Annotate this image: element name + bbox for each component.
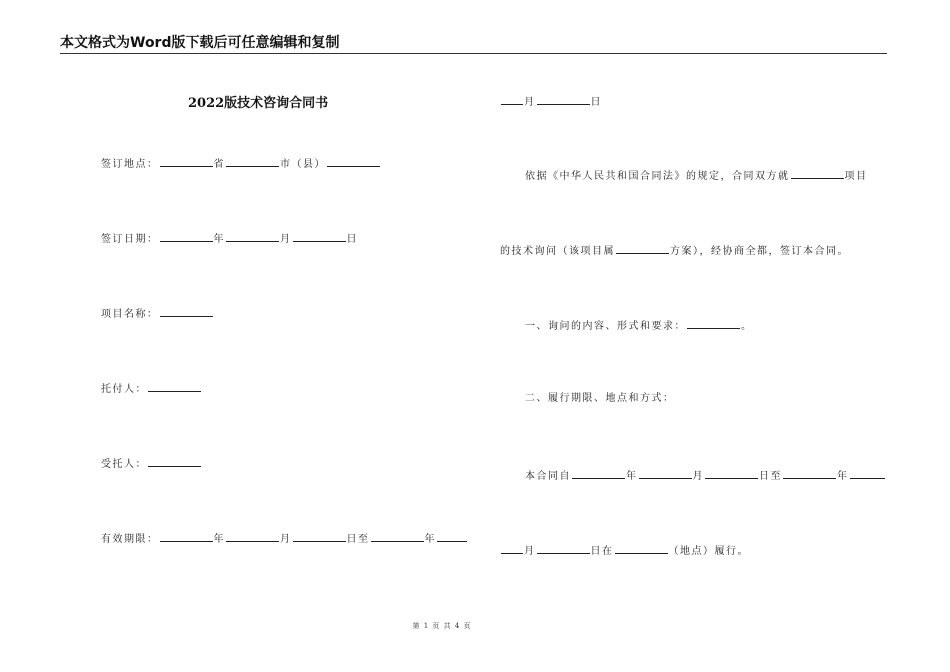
blank-field[interactable] bbox=[160, 530, 213, 542]
month-text: 月 bbox=[280, 234, 292, 245]
right-line-2 bbox=[525, 167, 868, 184]
year-text: 年 bbox=[626, 471, 638, 482]
blank-field[interactable] bbox=[327, 155, 380, 167]
right-line-6 bbox=[525, 467, 886, 484]
right-line-4 bbox=[525, 317, 753, 334]
blank-field[interactable] bbox=[537, 93, 590, 105]
right-line-7 bbox=[500, 542, 749, 559]
right-line-5 bbox=[525, 392, 675, 406]
trustee-line bbox=[101, 455, 202, 472]
blank-field[interactable] bbox=[160, 305, 213, 317]
contract-from-text: 本合同自 bbox=[525, 471, 571, 482]
sign-place-line bbox=[101, 155, 381, 172]
blank-field[interactable] bbox=[226, 530, 279, 542]
year-text: 年 bbox=[213, 234, 225, 245]
city-text: 市（县） bbox=[280, 159, 326, 170]
page-header bbox=[60, 35, 887, 54]
sign-date-label: 签订日期： bbox=[101, 234, 159, 245]
blank-field[interactable] bbox=[437, 530, 467, 542]
year-text: 年 bbox=[424, 534, 436, 545]
month-text: 月 bbox=[524, 546, 536, 557]
blank-field[interactable] bbox=[615, 542, 668, 554]
blank-field[interactable] bbox=[501, 93, 523, 105]
blank-field[interactable] bbox=[371, 530, 424, 542]
blank-field[interactable] bbox=[705, 467, 758, 479]
period-mark: 。 bbox=[741, 321, 753, 332]
blank-field[interactable] bbox=[160, 230, 213, 242]
blank-field[interactable] bbox=[791, 167, 844, 179]
blank-field[interactable] bbox=[537, 542, 590, 554]
project-name-line bbox=[101, 305, 214, 322]
year-text: 年 bbox=[213, 534, 225, 545]
month-text: 月 bbox=[692, 471, 704, 482]
blank-field[interactable] bbox=[226, 155, 279, 167]
day-text: 日 bbox=[346, 234, 358, 245]
sign-place-label: 签订地点： bbox=[101, 159, 159, 170]
blank-field[interactable] bbox=[783, 467, 836, 479]
day-to-text: 日至 bbox=[346, 534, 370, 545]
day-text: 日 bbox=[590, 97, 602, 108]
right-line-3 bbox=[500, 242, 849, 259]
trustee-label: 受托人： bbox=[101, 459, 147, 470]
blank-field[interactable] bbox=[639, 467, 692, 479]
agreement-text: 方案），经协商全都，签订本合同。 bbox=[670, 246, 849, 257]
sign-date-line bbox=[101, 230, 358, 247]
right-line-1 bbox=[500, 93, 602, 110]
section-one-heading: 一、询问的内容、形式和要求： bbox=[525, 321, 686, 332]
section-two-heading: 二、履行期限、地点和方式： bbox=[525, 393, 675, 404]
year-text: 年 bbox=[837, 471, 849, 482]
blank-field[interactable] bbox=[501, 542, 523, 554]
blank-field[interactable] bbox=[160, 155, 213, 167]
month-text: 月 bbox=[280, 534, 292, 545]
month-text: 月 bbox=[524, 97, 536, 108]
header-text: 本文格式为Word版下载后可任意编辑和复制 bbox=[60, 35, 340, 51]
page-number: 第 1 页 共 4 页 bbox=[412, 622, 472, 630]
blank-field[interactable] bbox=[293, 530, 346, 542]
blank-field[interactable] bbox=[687, 317, 740, 329]
contract-basis-text: 依据《中华人民共和国合同法》的规定，合同双方就 bbox=[525, 171, 790, 182]
day-at-text: 日在 bbox=[590, 546, 614, 557]
entrustor-line bbox=[101, 380, 202, 397]
blank-field[interactable] bbox=[616, 242, 669, 254]
validity-line bbox=[101, 530, 468, 547]
blank-field[interactable] bbox=[572, 467, 625, 479]
validity-label: 有效期限： bbox=[101, 534, 159, 545]
consultation-text: 的技术询问（该项目属 bbox=[500, 246, 615, 257]
day-to-text: 日至 bbox=[759, 471, 782, 482]
blank-field[interactable] bbox=[148, 455, 201, 467]
entrustor-label: 托付人： bbox=[101, 384, 147, 395]
province-text: 省 bbox=[213, 159, 225, 170]
document-title: 2022版技术咨询合同书 bbox=[188, 96, 329, 111]
project-name-label: 项目名称： bbox=[101, 309, 159, 320]
blank-field[interactable] bbox=[226, 230, 279, 242]
blank-field[interactable] bbox=[850, 467, 885, 479]
blank-field[interactable] bbox=[148, 380, 201, 392]
project-text: 项目 bbox=[844, 171, 868, 182]
location-text: （地点）履行。 bbox=[668, 546, 749, 557]
blank-field[interactable] bbox=[293, 230, 346, 242]
